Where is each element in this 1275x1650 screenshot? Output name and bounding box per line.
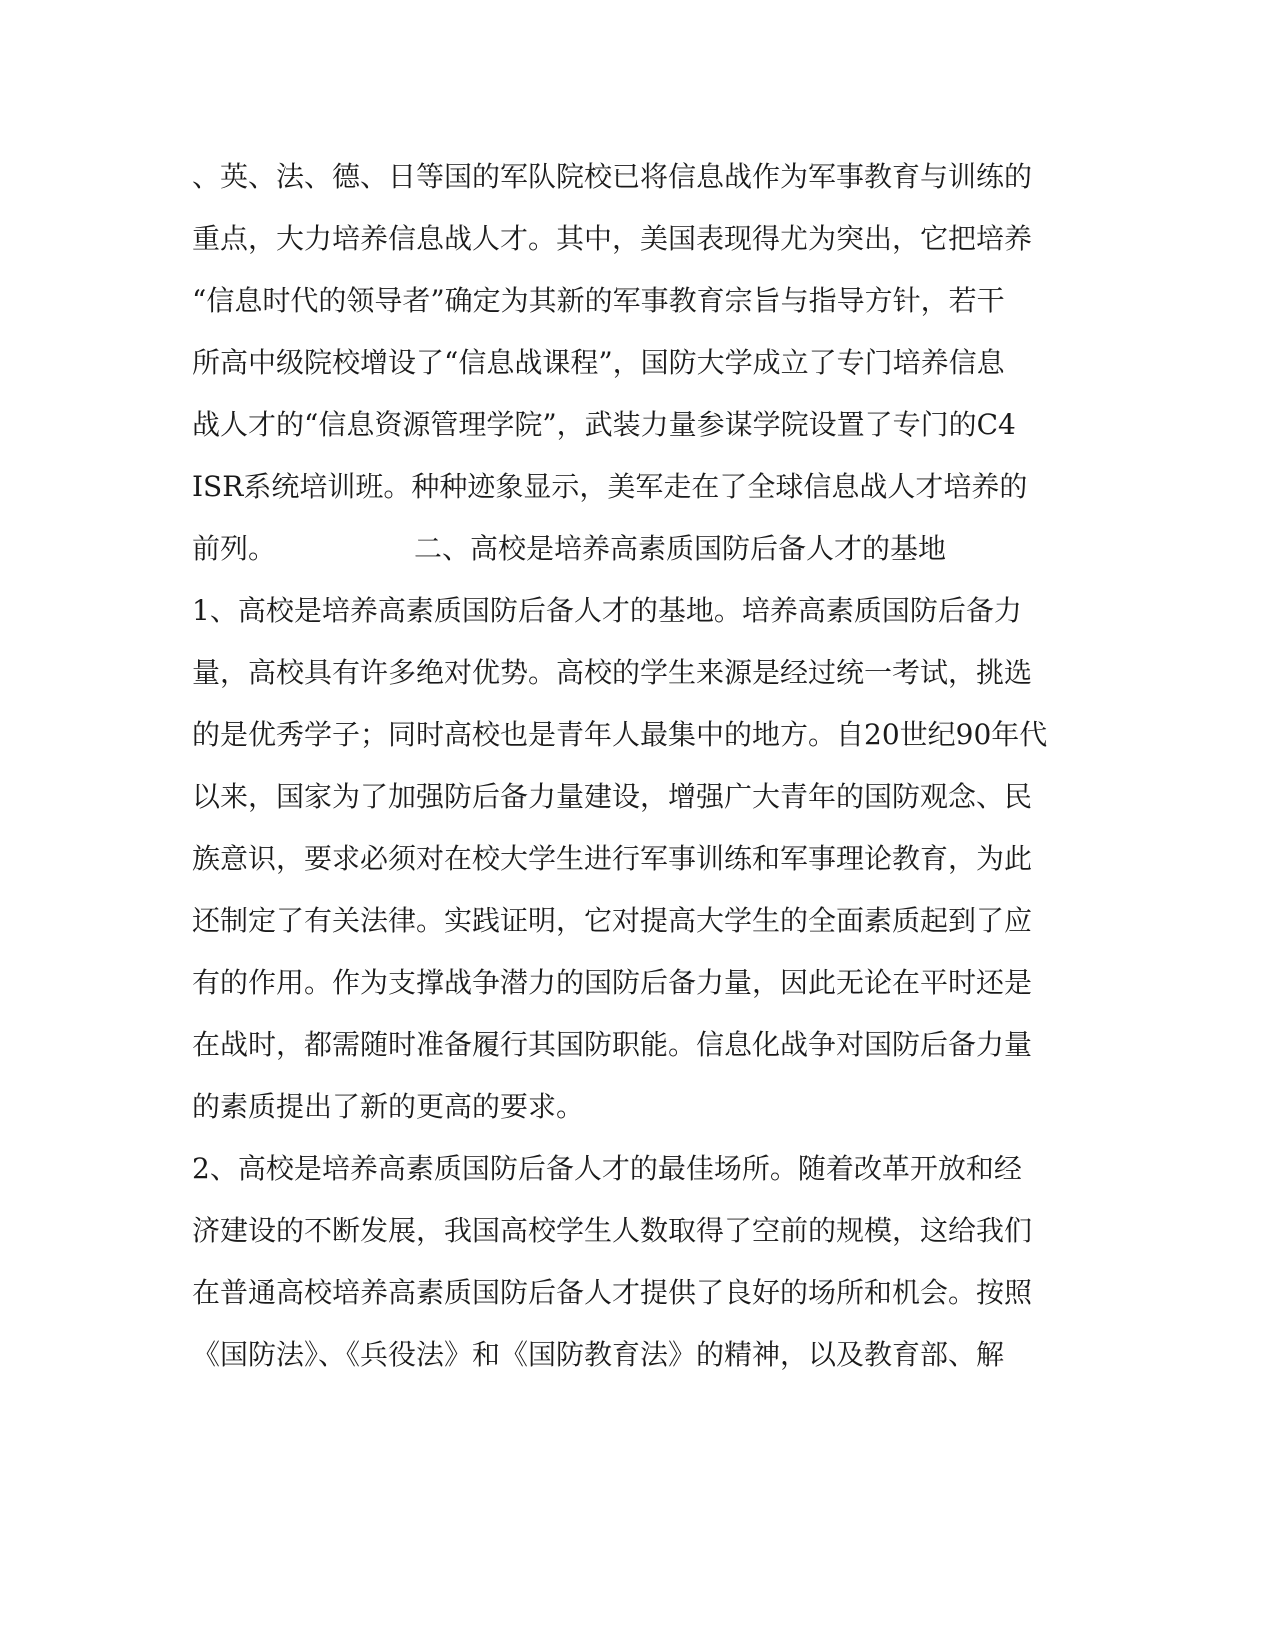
paragraph-line: 的素质提出了新的更高的要求。 <box>192 1090 585 1123</box>
paragraph-line: 所高中级院校增设了“信息战课程”，国防大学成立了专门培养信息 <box>192 346 1005 379</box>
section-heading: 二、高校是培养高素质国防后备人才的基地 <box>414 532 947 565</box>
paragraph-line: 在普通高校培养高素质国防后备人才提供了良好的场所和机会。按照 <box>192 1276 1033 1309</box>
paragraph-line: 族意识，要求必须对在校大学生进行军事训练和军事理论教育，为此 <box>192 842 1033 875</box>
paragraph-line: 济建设的不断发展，我国高校学生人数取得了空前的规模，这给我们 <box>192 1214 1033 1247</box>
paragraph-line: 在战时，都需随时准备履行其国防职能。信息化战争对国防后备力量 <box>192 1028 1033 1061</box>
paragraph-line: “信息时代的领导者”确定为其新的军事教育宗旨与指导方针，若干 <box>192 284 1005 317</box>
paragraph-line: 以来，国家为了加强防后备力量建设，增强广大青年的国防观念、民 <box>192 780 1033 813</box>
paragraph-line: 2、高校是培养高素质国防后备人才的最佳场所。随着改革开放和经 <box>192 1152 1022 1185</box>
paragraph-line: 重点，大力培养信息战人才。其中，美国表现得尤为突出，它把培养 <box>192 222 1033 255</box>
paragraph-line-with-heading <box>192 526 1072 572</box>
paragraph-line: 1、高校是培养高素质国防后备人才的基地。培养高素质国防后备力 <box>192 594 1022 627</box>
paragraph-line: 《国防法》、《兵役法》和《国防教育法》的精神，以及教育部、解 <box>192 1338 1005 1371</box>
paragraph-line: ISR系统培训班。种种迹象显示，美军走在了全球信息战人才培养的 <box>192 470 1028 503</box>
paragraph-line: 的是优秀学子；同时高校也是青年人最集中的地方。自20世纪90年代 <box>192 718 1048 751</box>
paragraph-line: 前列。 <box>192 532 277 565</box>
paragraph-line: 量，高校具有许多绝对优势。高校的学生来源是经过统一考试，挑选 <box>192 656 1033 689</box>
paragraph-line: 战人才的“信息资源管理学院”，武装力量参谋学院设置了专门的C4 <box>192 408 1016 441</box>
paragraph-line: 还制定了有关法律。实践证明，它对提高大学生的全面素质起到了应 <box>192 904 1033 937</box>
paragraph-line: 、英、法、德、日等国的军队院校已将信息战作为军事教育与训练的 <box>192 160 1033 193</box>
paragraph-line: 有的作用。作为支撑战争潜力的国防后备力量，因此无论在平时还是 <box>192 966 1033 999</box>
